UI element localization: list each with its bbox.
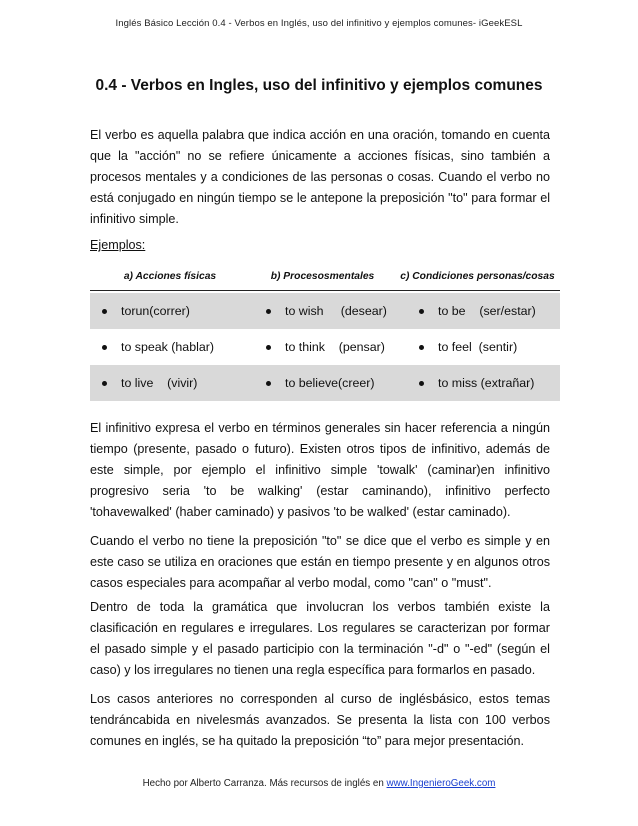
footer-text: Hecho por Alberto Carranza. Más recursos de inglés en bbox=[142, 778, 387, 789]
header-mental-processes: b) Procesosmentales bbox=[270, 270, 375, 282]
table-header bbox=[90, 262, 560, 291]
bullet-icon bbox=[419, 345, 424, 350]
paragraph-intro: El verbo es aquella palabra que indica acción en una oración, tomando en cuenta que la "acción" no se refiere únicamente a acciones físicas, sino también a procesos mentales y a condiciones de las personas o cosas. Cuando el verbo no está conjugado en ningún tiempo se le antepone la preposición "to" para formar el infinitivo simple. bbox=[90, 128, 550, 226]
paragraph-closing: Los casos anteriores no corresponden al curso de inglésbásico, estos temas tendráncabida en nivelesmás avanzados. Se presenta la lista con 100 verbos comunes en inglés, se ha quitado la preposición “to” para mejor presentación. bbox=[90, 692, 550, 748]
examples-heading: Ejemplos: bbox=[90, 238, 146, 252]
table-row bbox=[90, 293, 560, 329]
table-cell: to think (pensar) bbox=[250, 340, 395, 354]
page-footer bbox=[0, 778, 638, 789]
table-cell: to live (vivir) bbox=[90, 376, 250, 390]
table-cell: to miss (extrañar) bbox=[395, 376, 560, 390]
page-header: Inglés Básico Lección 0.4 - Verbos en Inglés, uso del infinitivo y ejemplos comunes- iGeekESL bbox=[115, 18, 523, 29]
header-conditions: c) Condiciones personas/cosas bbox=[400, 270, 555, 282]
table-cell: to speak (hablar) bbox=[90, 340, 250, 354]
table-cell: torun(correr) bbox=[90, 304, 250, 318]
table-row bbox=[90, 365, 560, 401]
bullet-icon bbox=[102, 381, 107, 386]
footer-link[interactable]: www.IngenieroGeek.com bbox=[386, 778, 496, 789]
table-row bbox=[90, 329, 560, 365]
page-title: 0.4 - Verbos en Ingles, uso del infinitivo y ejemplos comunes bbox=[95, 77, 543, 94]
bullet-icon bbox=[419, 309, 424, 314]
table-cell: to believe(creer) bbox=[250, 376, 395, 390]
table-cell: to feel (sentir) bbox=[395, 340, 560, 354]
table-cell: to wish (desear) bbox=[250, 304, 395, 318]
bullet-icon bbox=[266, 345, 271, 350]
paragraph-regular-irregular: Dentro de toda la gramática que involucran los verbos también existe la clasificación en regulares e irregulares. Los regulares se caracterizan por formar el pasado simple y el pasado participio con la terminación "-d" o "-ed" (según el caso) y los irregulares no tienen una regla específica para formarlos en pasado. bbox=[90, 600, 550, 677]
bullet-icon bbox=[266, 309, 271, 314]
table-cell: to be (ser/estar) bbox=[395, 304, 560, 318]
bullet-icon bbox=[102, 309, 107, 314]
paragraph-simple-verb: Cuando el verbo no tiene la preposición "to" se dice que el verbo es simple y en este caso se utiliza en oraciones que están en tiempo presente y en algunos otros casos especiales para acompañar al verbo modal, como "can" o "must". bbox=[90, 534, 550, 590]
bullet-icon bbox=[266, 381, 271, 386]
bullet-icon bbox=[102, 345, 107, 350]
paragraph-infinitive: El infinitivo expresa el verbo en términos generales sin hacer referencia a ningún tiempo (presente, pasado o futuro). Existen otros tipos de infinitivo, además de este simple, por ejemplo el infinitivo simple 'towalk' (caminar)en infinitivo progresivo seria 'to be walking' (estar caminando), infinitivo perfecto 'tohavewalked' (haber caminado) y pasivos 'to be walked' (estar caminado). bbox=[90, 421, 550, 519]
verbs-table bbox=[90, 262, 560, 401]
bullet-icon bbox=[419, 381, 424, 386]
header-physical-actions: a) Acciones físicas bbox=[123, 270, 217, 282]
